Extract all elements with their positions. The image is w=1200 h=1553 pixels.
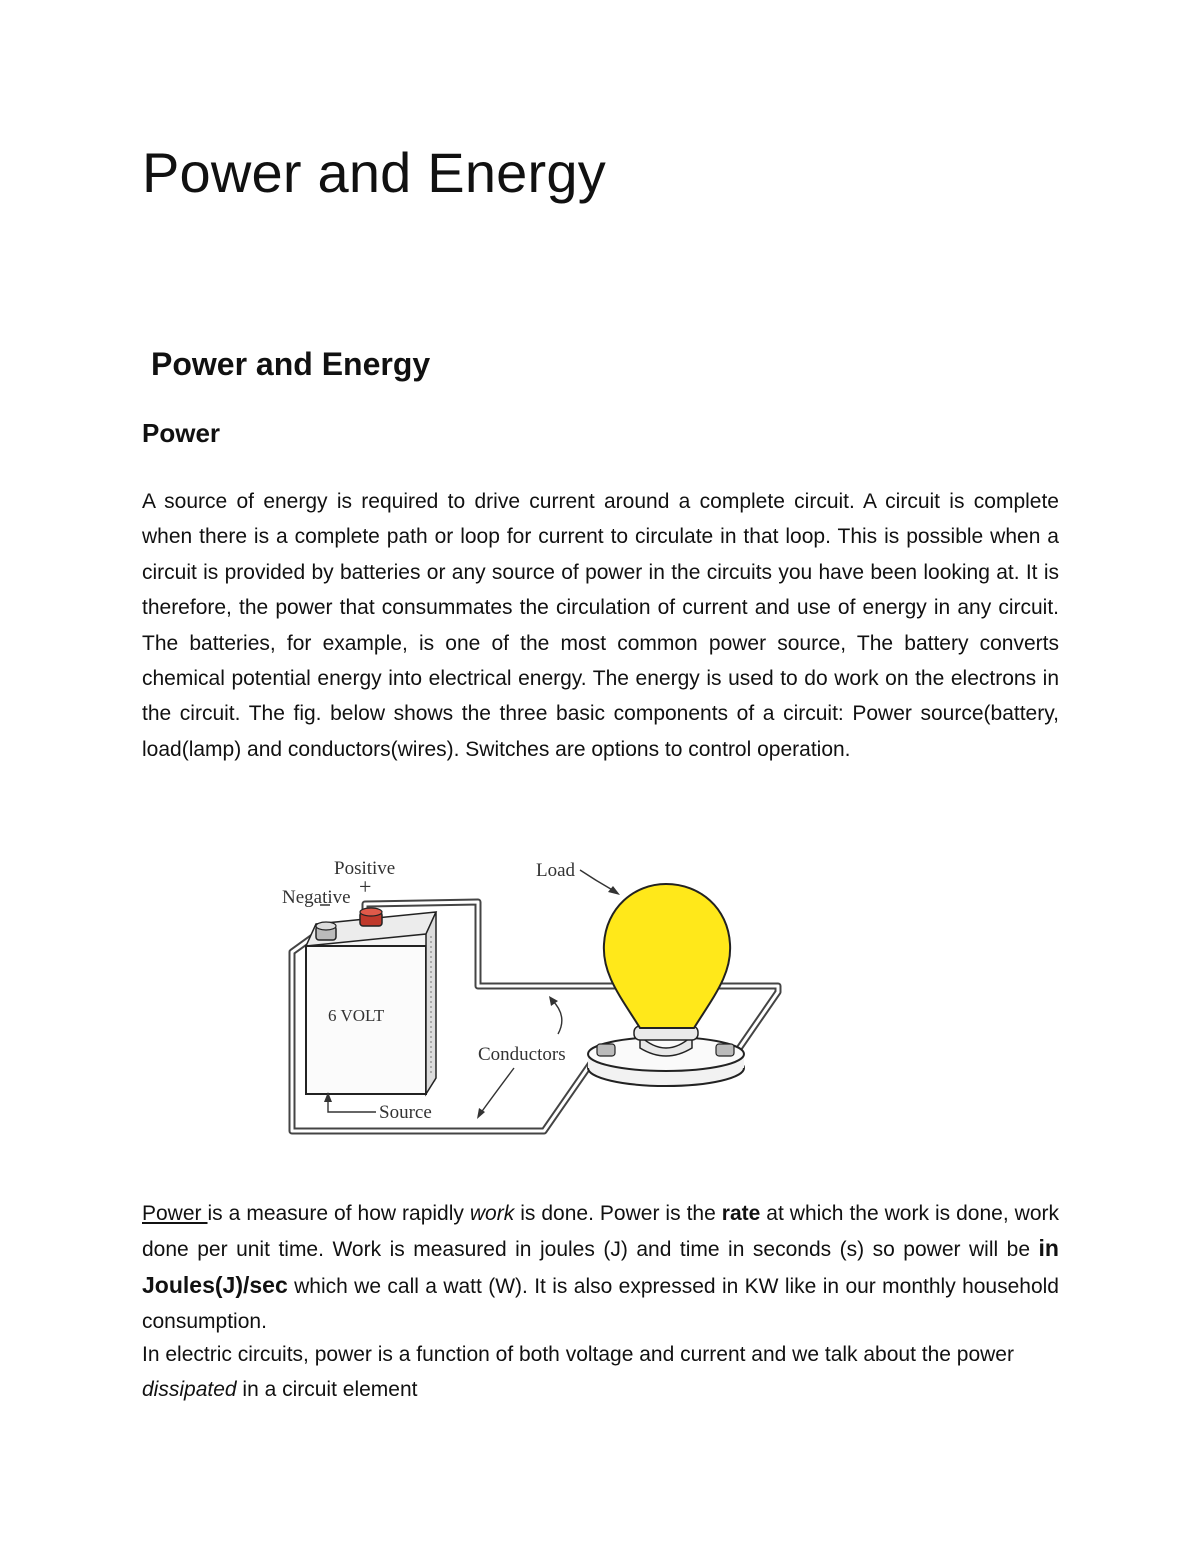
term-work: work [469,1202,515,1225]
negative-terminal [316,922,336,940]
term-dissipated: dissipated [142,1378,237,1402]
sub-heading-power: Power [142,418,221,448]
term-joules-per-sec: in Joules(J)/sec [142,1235,1059,1298]
term-power: Power [142,1202,208,1225]
circuit-figure [268,846,798,1146]
circuit-diagram [268,846,798,1146]
bulb [604,884,730,1028]
label-load: Load [536,860,576,881]
paragraph-power-source: A source of energy is required to drive current around a complete circuit. A circuit is complete when there is a complete path or loop for current to circulate in that loop. This is possible when a circuit is provided by batteries or any source of power in the circuits you have been looking at. It is therefore, the power that consummates the circulation of current and use of energy in any circuit. The batteries, for example, is one of the most common power source, The battery converts chemical potential energy into electrical energy. The energy is used to do work on the electrons in the circuit. The fig. below shows the three basic components of a circuit: Power source(battery, load(lamp) and conductors(wires). Switches are options to control operation. [142,490,1059,761]
paragraph-power-definition: Power is a measure of how rapidly work is done. Power is the rate at which the work is done, work done per unit time. Work is measured in joules (J) and time in seconds (s) so power will be in Joules(J)/sec which we call a watt (W). It is also expressed in KW like in our monthly household consumption. [142,1202,1059,1334]
label-negative: Negative [282,887,351,908]
positive-terminal [360,908,382,926]
label-conductors: Conductors [478,1044,566,1065]
label-plus-sign: + [359,874,372,899]
label-6-volt: 6 VOLT [328,1006,385,1025]
section-heading: Power and Energy [151,346,431,382]
label-source: Source [379,1102,432,1123]
term-rate: rate [721,1202,761,1225]
page-title: Power and Energy [142,141,606,204]
label-positive: Positive [334,858,396,879]
lamp-base [588,1026,744,1086]
paragraph-power-dissipated: In electric circuits, power is a function of both voltage and current and we talk about the power dissipated in a circuit element [142,1343,1014,1402]
